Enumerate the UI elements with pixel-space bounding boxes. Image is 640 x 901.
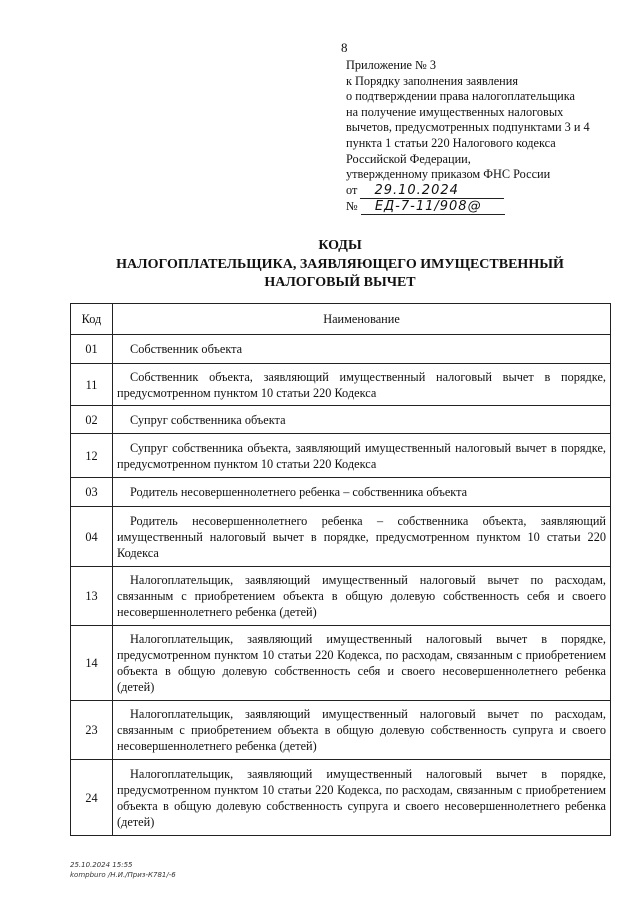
- appendix-line: к Порядку заполнения заявления: [346, 73, 518, 88]
- table-header-row: [71, 304, 611, 335]
- appendix-line: на получение имущественных налоговых: [346, 104, 564, 119]
- table-row: [71, 478, 611, 507]
- appendix-line: утвержденному приказом ФНС России: [346, 167, 551, 182]
- appendix-line: пункта 1 статьи 220 Налогового кодекса: [346, 135, 556, 150]
- row-name: Налогоплательщик, заявляющий имущественный налоговый вычет в порядке, предусмотренном пунктом 10 статьи 220 Кодекса, по расходам, связанным с приобретением объекта в общую долевую собственность супруга и своего несовершеннолетнего ребенка (детей): [113, 760, 611, 836]
- row-name: Собственник объекта: [113, 335, 611, 364]
- title-line: НАЛОГОПЛАТЕЛЬЩИКА, ЗАЯВЛЯЮЩЕГО ИМУЩЕСТВЕННЫЙ: [116, 256, 564, 272]
- footer-path: kompburo /Н.И./Приз-К781/-6: [70, 871, 176, 879]
- row-name: Налогоплательщик, заявляющий имущественный налоговый вычет в порядке, предусмотренном пунктом 10 статьи 220 Кодекса, по расходам, связанным с приобретением объекта в общую долевую собственность себя и своего несовершеннолетнего ребенка (детей): [113, 626, 611, 701]
- table-row: [71, 364, 611, 406]
- row-code: 01: [71, 335, 113, 364]
- appendix-line: Приложение № 3: [346, 58, 437, 72]
- row-name: Супруг собственника объекта, заявляющий имущественный налоговый вычет в порядке, предусмотренном пунктом 10 статьи 220 Кодекса: [113, 434, 611, 478]
- table-row: [71, 626, 611, 701]
- order-date-value: 29.10.2024: [360, 184, 504, 199]
- header-name: Наименование: [113, 304, 611, 335]
- table-row: [71, 701, 611, 760]
- title-line: КОДЫ: [318, 238, 362, 253]
- row-code: 11: [71, 364, 113, 406]
- appendix-line: Российской Федерации,: [346, 151, 471, 166]
- order-number-value: ЕД-7-11/908@: [361, 200, 505, 215]
- row-code: 02: [71, 406, 113, 434]
- codes-table: [70, 303, 611, 836]
- row-name: Налогоплательщик, заявляющий имущественный налоговый вычет по расходам, связанным с приобретением объекта в общую долевую собственность себя и своего несовершеннолетнего ребенка (детей): [113, 567, 611, 626]
- row-code: 03: [71, 478, 113, 507]
- row-code: 14: [71, 626, 113, 701]
- row-code: 12: [71, 434, 113, 478]
- table-row: [71, 507, 611, 567]
- order-number-line: [346, 199, 636, 215]
- row-name: Собственник объекта, заявляющий имущественный налоговый вычет в порядке, предусмотренном пунктом 10 статьи 220 Кодекса: [113, 364, 611, 406]
- footer-stamp: [70, 860, 176, 880]
- row-name: Родитель несовершеннолетнего ребенка – собственника объекта, заявляющий имущественный налоговый вычет в порядке, предусмотренном пунктом 10 статьи 220 Кодекса: [113, 507, 611, 567]
- row-code: 23: [71, 701, 113, 760]
- table-row: [71, 335, 611, 364]
- row-name: Налогоплательщик, заявляющий имущественный налоговый вычет по расходам, связанным с приобретением объекта в общую долевую собственность супруга и своего несовершеннолетнего ребенка (детей): [113, 701, 611, 760]
- appendix-header: [346, 58, 636, 215]
- appendix-line: вычетов, предусмотренных подпунктами 3 и 4: [346, 120, 590, 135]
- table-row: [71, 406, 611, 434]
- header-code: Код: [71, 304, 113, 335]
- title-line: НАЛОГОВЫЙ ВЫЧЕТ: [264, 275, 416, 290]
- row-name: Родитель несовершеннолетнего ребенка – собственника объекта: [113, 478, 611, 507]
- footer-timestamp: 25.10.2024 15:55: [70, 861, 133, 869]
- row-code: 04: [71, 507, 113, 567]
- table-row: [71, 760, 611, 836]
- appendix-line: о подтверждении права налогоплательщика: [346, 89, 576, 104]
- row-name: Супруг собственника объекта: [113, 406, 611, 434]
- order-number-label: №: [346, 198, 358, 213]
- page-number: 8: [341, 40, 348, 55]
- order-date-label: от: [346, 182, 358, 197]
- row-code: 13: [71, 567, 113, 626]
- order-date-line: [346, 183, 636, 199]
- table-row: [71, 567, 611, 626]
- table-row: [71, 434, 611, 478]
- row-code: 24: [71, 760, 113, 836]
- document-title: [70, 237, 610, 293]
